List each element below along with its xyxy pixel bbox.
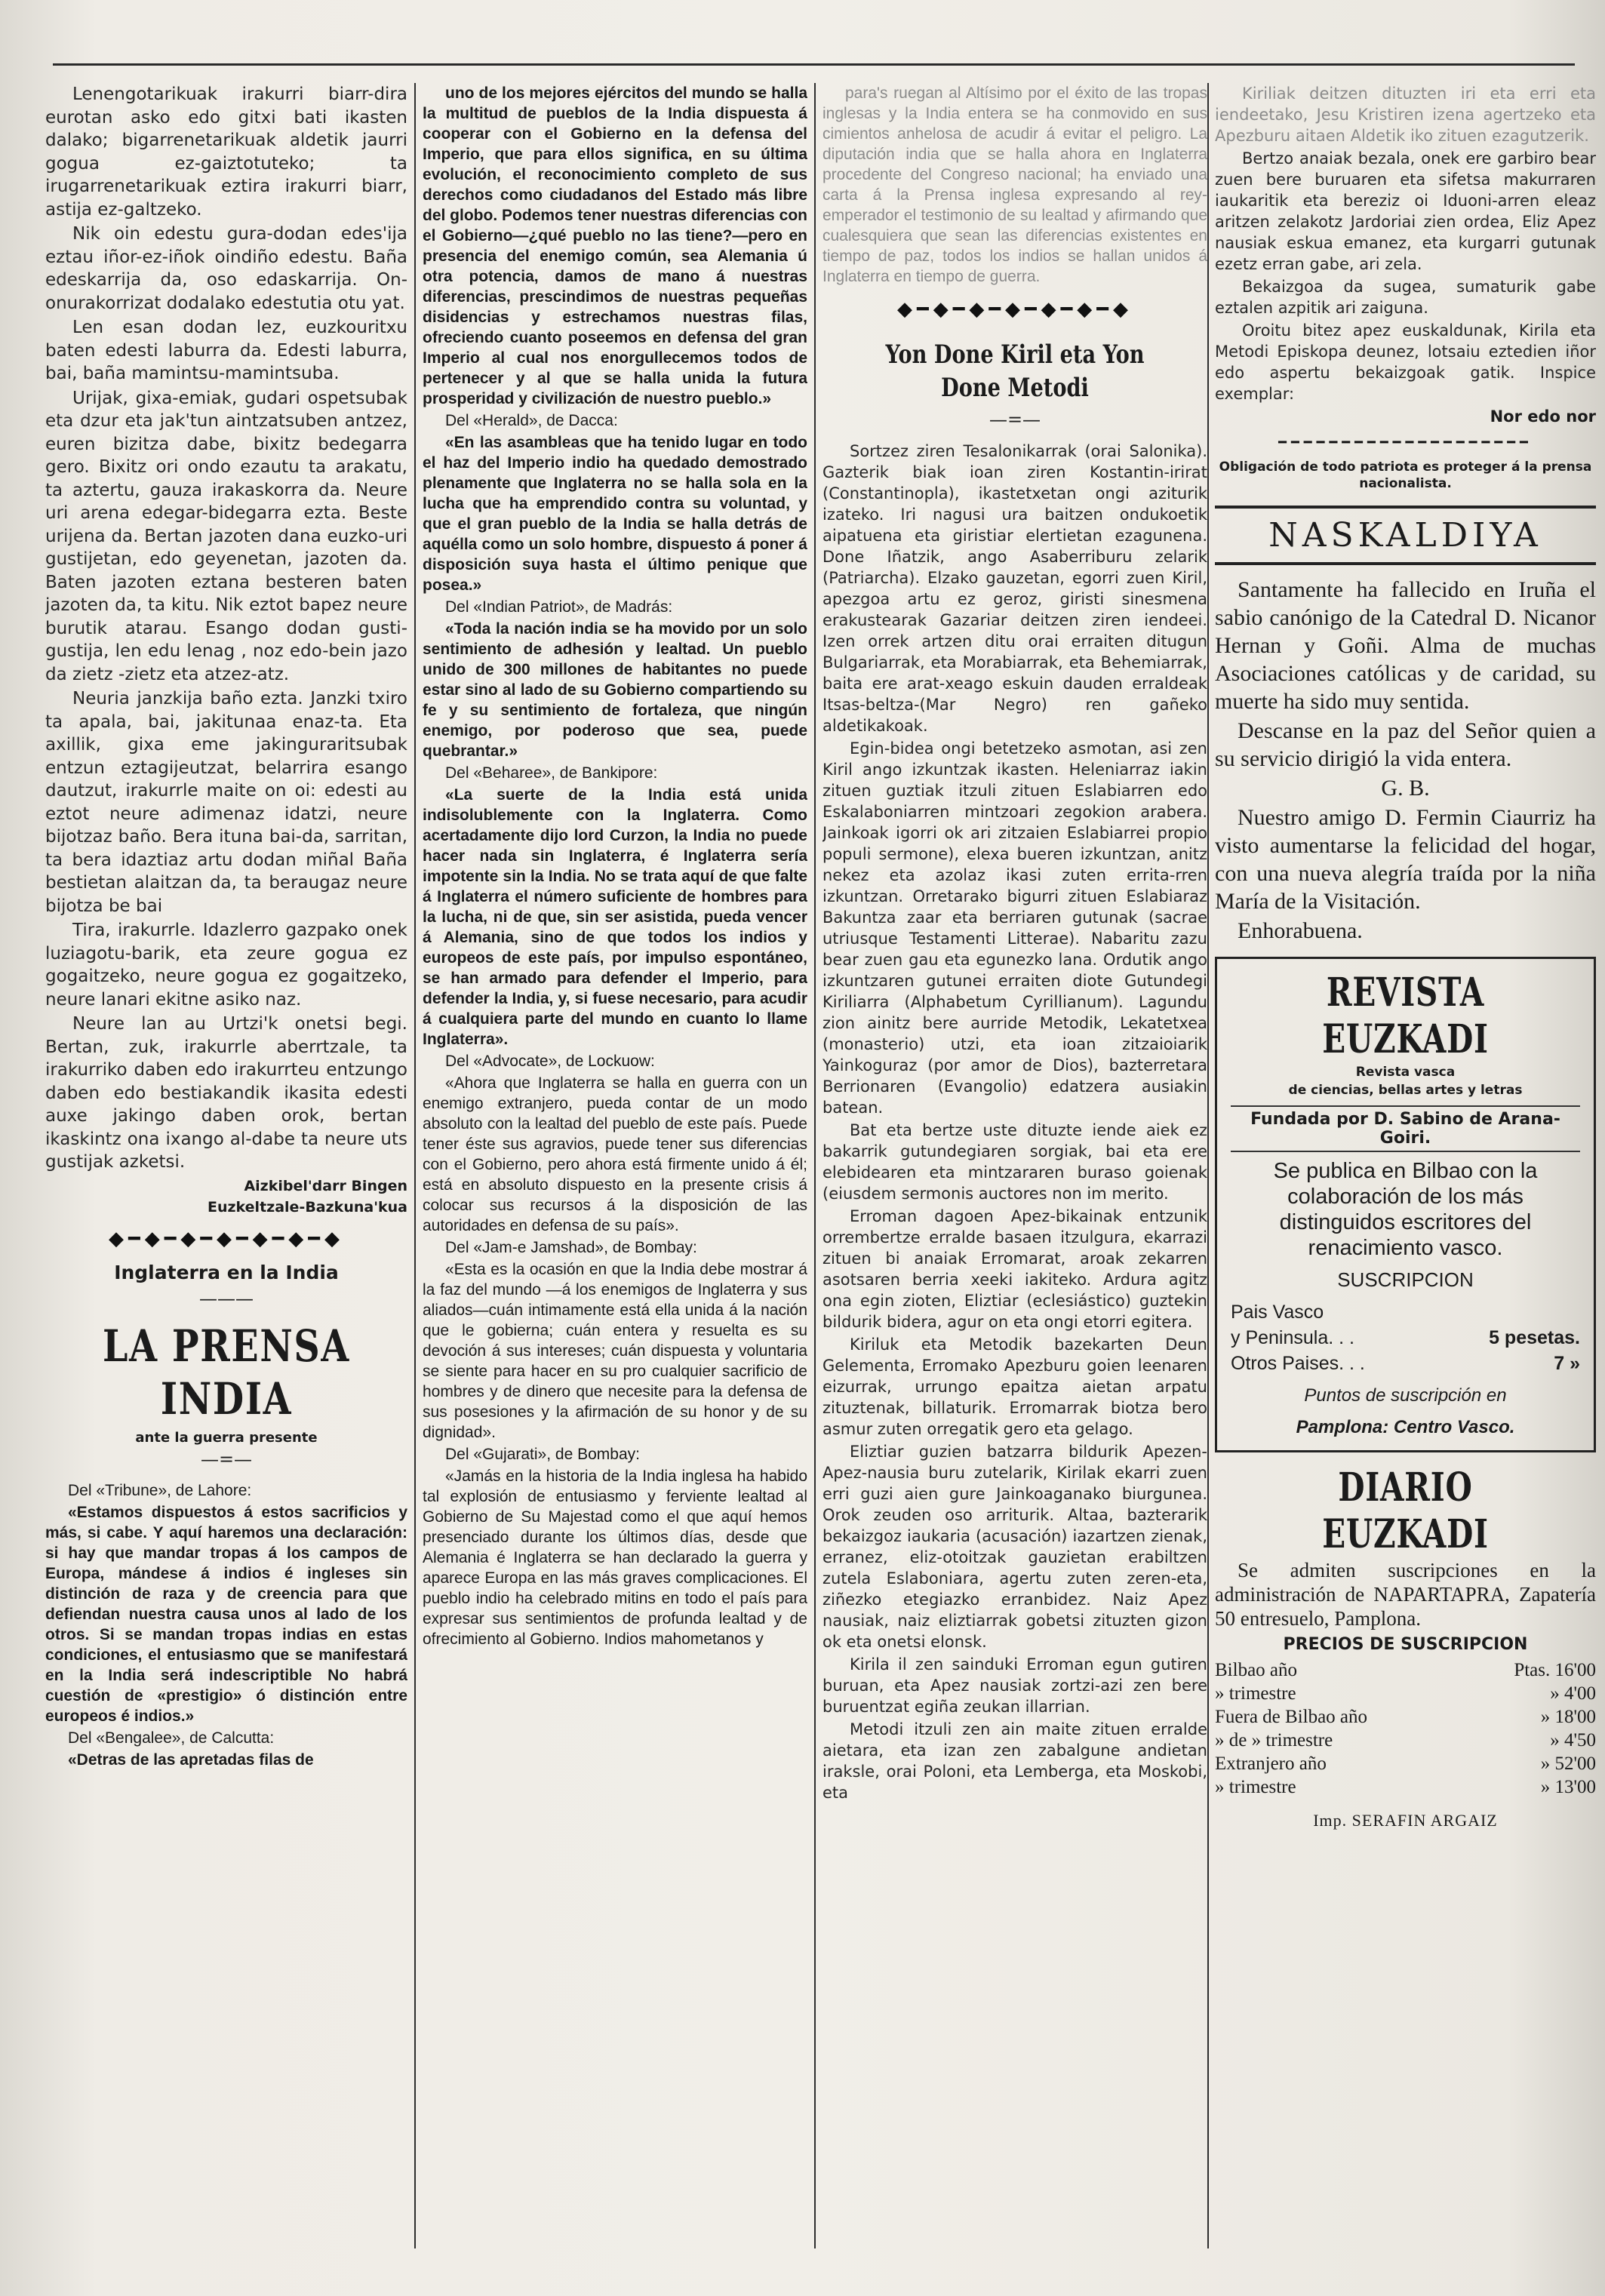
ad-prices-label: PRECIOS DE SUSCRIPCION (1283, 1635, 1528, 1654)
ad-subtitle: Revista vasca (1355, 1065, 1456, 1080)
paragraph: «Detras de las apretadas filas de (68, 1750, 314, 1769)
paragraph: Del «Indian Patriot», de Madrás: (445, 598, 673, 616)
price-value: » 4'00 (1550, 1683, 1596, 1704)
paragraph: Del «Tribune», de Lahore: (68, 1481, 252, 1499)
column-4 (1215, 83, 1596, 2256)
paragraph: Del «Advocate», de Lockuow: (445, 1053, 655, 1070)
news-item: Nuestro amigo D. Fermin Ciaurriz ha visto aumentarse la felicidad del hogar, con una nueva alegría traída por la niña María de la Visitación. (1215, 805, 1596, 914)
price-name: y Peninsula. . . (1231, 1327, 1354, 1348)
paragraph: Neuria janzkija baño ezta. Janzki txiro ta apala, bai, jakitunaa enaz-ta. Eta axillik, gixa eme jakinguraritsubak entzun eztagijeutzat, belarrira esango dautzut, irakurrle maite on oi: edesti au eztot neure adimenaz idatzi, neure bijotzaz baño. Bera ituna bai-da, sarritan, ta bera idaztiaz artu dodan miñal Baña bestietan alaitzan da, ta beraugaz neure bijotza be bai (45, 689, 407, 916)
motto: Nor edo nor (1490, 407, 1596, 426)
advertisement-revista (1215, 957, 1596, 1452)
paragraph: «La suerte de la India está unida indisolublemente con la Inglaterra. Como acertadamente dijo lord Curzon, la India no puede hacer nada sin Inglaterra, é Inglaterra sería impotente sin la India. No se trata aquí de que falte á Inglaterra el número suficiente de hombres para la lucha, ni de que, sin ser asistida, pueda vencer á Alemania, sino de que todos los indios y europeos de este país, por impulso espontáneo, se han armado para defender el Imperio, para defender la India, y, si fuese necesario, para acudir á cualquiera parte del mundo en cuanto lo llame Inglaterra». (423, 786, 807, 1048)
paragraph: «Estamos dispuestos á estos sacrificios y más, si cabe. Y aquí haremos una declaración: si hay que mandar tropas á los campos de Europa, mándese á indios é ingleses sin distinción de raza y de creencia para que defiendan nuestra causa unos al lado de los otros. Si se mandan tropas indias en estas condiciones, el entusiasmo que se manifestará en la India será indescriptible No habrá cuestión de «prestigio» ó distinción entre europeos é indios.» (45, 1503, 407, 1725)
paragraph: Urijak, gixa-emiak, gudari ospetsubak eta dzur eta jak'tun aintzatsuben antzez, euren bizitza dabe, bixitz bedegarra gero. Bixitz ori ondo ezautu ta arakatu, ta aztertu, gauza irakaskorra da. Neure uri arena edegar-bidegarra ezta. Beste urijena da. Bertan jazoten dana euzko-uri gustijetan, edo geyenetan, jazoten da. Baten jazoten eztana besteren baten jazoten da, ta kitu. Nik eztot bapez neure burutik atarau. Esango dodan gusti-gustija, len edu lenag , noz edo-bein jazo da zietz -zietz eta atzez-atz. (45, 388, 407, 684)
paragraph: Len esan dodan lez, euzkouritxu baten edesti laburra da. Edesti laburra, bai, baña mamintsu-mamintsuba. (45, 318, 407, 383)
price-name: » trimestre (1215, 1683, 1296, 1704)
advertisement-diario (1215, 1465, 1596, 1830)
dash-divider: —=— (989, 409, 1041, 430)
top-rule (53, 63, 1575, 66)
price-value: » 18'00 (1540, 1707, 1596, 1727)
paragraph: Del «Gujarati», de Bombay: (445, 1446, 640, 1463)
patriotic-notice: Obligación de todo patriota es proteger á la prensa nacionalista. (1219, 460, 1592, 491)
paragraph: Del «Beharee», de Bankipore: (445, 764, 658, 782)
price-name: » de » trimestre (1215, 1730, 1333, 1750)
price-name: Otros Paises. . . (1231, 1353, 1365, 1374)
price-name: Extranjero año (1215, 1754, 1327, 1774)
paragraph: uno de los mejores ejércitos del mundo se halla la multitud de pueblos de la India dispuesta á cooperar con el Gobierno en la defensa del Imperio, que para ellos significa, en su última evolución, el reconocimiento completo de sus derechos como ciudadanos del Estado más libre del globo. Podemos tener nuestras diferencias con el Gobierno—¿qué pueblo no las tiene?—pero en presencia del enemigo común, sea Alemania ú otra potencia, damos de mano á nuestras diferencias, prescindimos de nuestras pequeñas disidencias y estrechamos nuestras filas, ofreciendo cuanto poseemos en defensa del gran Imperio al cual nos enorgullecemos todos de pertenecer y al que se halla unida la futura prosperidad y civilización de nuestro pueblo.» (423, 85, 807, 407)
paragraph: Oroitu bitez apez euskaldunak, Kirila eta Metodi Episkopa deunez, lotsaiu eztedien iñor edo aspertu bekaizgoak gatik. Inspice exemplar: (1215, 321, 1596, 403)
news-item: Santamente ha fallecido en Iruña el sabio canónigo de la Catedral D. Nicanor Hernan y Goñi. Alma de muchas Asociaciones católicas y de caridad, su muerte ha sido muy sentida. (1215, 577, 1596, 714)
price-value: 7 » (1554, 1353, 1580, 1374)
column-rule (1207, 83, 1209, 2248)
paragraph: Kirila il zen sainduki Erroman egun gutiren buruan, eta Apez nausiak zortzi-azi zen bere buruentzat egiña zeukan illarrian. (822, 1655, 1207, 1716)
column-rule (414, 83, 416, 2248)
ad-title: DIARIO EUZKADI (1322, 1465, 1489, 1557)
ad-title: REVISTA EUZKADI (1322, 970, 1489, 1062)
section-heading: NASKALDIYA (1215, 506, 1596, 565)
price-value: » 52'00 (1540, 1754, 1596, 1774)
price-name: Bilbao año (1215, 1660, 1298, 1680)
paragraph: Egin-bidea ongi betetzeko asmotan, asi zen Kiril ango izkuntzak ikasten. Heleniarraz iakin zituen guztiak itzuli zituen Eslabiarren edo Eskalaboniarren mintzoari zegokion arabera. Jainkoak igorri ok ari zitzaien Eslabiarrei propio populi sermone), elexa bueren izkuntzan, anitz nekez eta azolaz ikasi zuten errita-rren izkuntzan. Orretarako bigurri zituen Eslabiaraz Bakuntza zaar eta berriaren gutunak (sacrae utriusque Testamenti Litterae). Nabaritu zazu bear zuen gau eta egunezko lana. Ordutik ango izkuntzaren gutunei erraiten diote Gutundegi Kiriliarra (Alphabetum Cyrillianum). Lagundu zion ainitz bere aurride Metodik, Lekatetxea (monasterio) utzi, eta ioan zitzaioiarik Yainkoguraz (por amor de Dios), bazterretara Berrionaren (Evangolio) edatzera ausiakin batean. (822, 739, 1207, 1117)
price-row (1215, 1775, 1596, 1799)
ad-footer: Puntos de suscripción en (1304, 1385, 1507, 1406)
ad-founded: Fundada por D. Sabino de Arana-Goiri. (1231, 1105, 1580, 1152)
paragraph: Del «Jam-e Jamshad», de Bombay: (445, 1239, 697, 1256)
paragraph: Kiriliak deitzen dituzten iri eta erri eta iendeetako, Jesu Kristiren izena agertzeko eta Apezburu aitaen Aldetik iko zituen ezagutzerik. (1215, 85, 1596, 145)
paragraph: «Toda la nación india se ha movido por un solo sentimiento de adhesión y lealtad. Un pueblo unido de 300 millones de habitantes no puede estar sino al lado de su Gobierno compartiendo su fe y su sentimiento de fortaleza, que ningún enemigo, por poderoso que sea, puede quebrantar.» (423, 620, 807, 760)
paragraph: Neure lan au Urtzi'k onetsi begi. Bertan, zuk, irakurrle aberrtzale, ta irakurriko daben edo irakurrteu entzungo daben edo bestiakandik ikasita edesti auxe jakingo daben orok, bertan ikaskintz ona ixango al-dabe ta neure uts gustijak azketsi. (45, 1014, 407, 1172)
price-row (1215, 1752, 1596, 1775)
price-value: » 13'00 (1540, 1777, 1596, 1797)
price-row (1231, 1351, 1580, 1376)
price-value: 5 pesetas. (1489, 1327, 1580, 1348)
ornament-divider: ◆━◆━◆━◆━◆━◆━◆ (897, 298, 1133, 321)
paragraph: Bat eta bertze uste dituzte iende aiek ez bakarrik gutundegiaren sorgiak, bai eta ere elebidearen eta mintzararen buraso goienak (eiusdem sermonis auctores non im merito. (822, 1121, 1207, 1203)
price-value: Ptas. 16'00 (1514, 1660, 1596, 1680)
paragraph: Kiriluk eta Metodik bazekarten Deun Gelementa, Erromako Apezburu goien leenaren eizurrak, urrungo epaitza aietan arpatu zituztenak, billaturik. Erromarrak biotza bero asmur zuten orregatik gero eta gelago. (822, 1335, 1207, 1438)
rule-divider: ━━━━━━━━━━━━━━━━━━━━ (1278, 435, 1533, 450)
paragraph: Del «Herald», de Dacca: (445, 412, 618, 429)
price-name: Pais Vasco (1231, 1302, 1324, 1323)
article-headline: LA PRENSA INDIA (103, 1320, 350, 1425)
ad-body: Se publica en Bilbao con la colaboración de los más distinguidos escritores del renacimiento vasco. (1273, 1159, 1538, 1260)
paragraph: Metodi itzuli zen ain maite zituen erralde aietara, eta izan zen zabalgune andietan iraksle, orai Poloni, eta Lemberga, eta Moskobi, eta (822, 1720, 1207, 1802)
paragraph: «En las asambleas que ha tenido lugar en todo el haz del Imperio indio ha quedado demostrado plenamente que Inglaterra no se halla sola en la lucha que ha emprendido contra su voluntad, y que el gran pueblo de la India se halla detrás de aquélla como un solo hombre, dispuesto á poner á disposición suya hasta el último penique que posea.» (423, 434, 807, 594)
news-item: Descanse en la paz del Señor quien a su servicio dirigió la vida entera. (1215, 718, 1596, 771)
paragraph: Bertzo anaiak bezala, onek ere garbiro bear zuen bere buruaren eta sifetsa makurraren iaukaritik eta bereziz oi Iduoni-arren eleaz aritzen zelakotz Jardoriai zien ordea, Eliz Apez nausiak eskua emanez, eta kurgarri gutunak ezetz erran gabe, ari zela. (1215, 149, 1596, 273)
paragraph: «Ahora que Inglaterra se halla en guerra con un enemigo extranjero, pueda contar de un modo absoluto con la lealtad del pueblo de este país. Puede tener éste sus agravios, puede tener sus diferencias con el Gobierno, pero ahora está firmente unido á él; está en absoluto dispuesto en la presente crisis á colocar sus recursos á la disposición de las autoridades en defensa de su país». (423, 1074, 807, 1234)
signature: Aizkibel'darr Bingen (244, 1177, 407, 1194)
price-row (1231, 1325, 1580, 1351)
column-2 (423, 83, 807, 2256)
price-name: Fuera de Bilbao año (1215, 1707, 1368, 1727)
ornament-divider: ◆━◆━◆━◆━◆━◆━◆ (109, 1227, 344, 1250)
paragraph: Bekaizgoa da sugea, sumaturik gabe eztalen azpitik ari zaiguna. (1215, 278, 1596, 317)
signature-affiliation: Euzkeltzale-Bazkuna'kua (207, 1198, 407, 1216)
price-row (1215, 1705, 1596, 1729)
paragraph: Tira, irakurrle. Idazlerro gazpako onek luziagotu-barik, eta zeure gogua ez gogaitzeko, neure gogua ez gogaitzeko, neure lanari ekitne asiko naz. (45, 921, 407, 1010)
paragraph: Sortzez ziren Tesalonikarrak (orai Salonika). Gazterik biak ioan ziren Kostantin-irirat (Constantinopla), ikastetxetan ongi aziturik izateko. Iri nagusi ura baitzen ondukoetik aipatuena eta giristiar elertietan ezagunena. Done Iñatzik, ango Asaberriburu zelarik (Patriarcha). Elzako gauzetan, egorri zuen Kiril, apezgoa artu ez geroz, giristi sinesmena erakustearak Gazariar deitzen ziren iendeei. Izen orrek artzen ditu orai erraiten ditugun Bulgariarrak, eta Morabiarrak, eta Behemiarrak, baita ere arat-xeago eskuin dauden erraldeak Itsas-beltza-(Mar Negro) ren gañeko aldetikakoak. (822, 442, 1207, 735)
ad-footer: Pamplona: Centro Vasco. (1296, 1417, 1515, 1437)
news-item: Enhorabuena. (1238, 918, 1363, 943)
article-kicker: Inglaterra en la India (114, 1261, 339, 1283)
paragraph: Erroman dagoen Apez-bikainak entzunik orrembertze erralde basaen itzulgura, ekarrazi zituen bi anaiak Erromarat, aroak zekarren asotsaren berria xeeki iakiteko. Ardura agitz ona egin zioten, Eliztiar (eclesiástico) guztekin bildurik bidera, agur on eta ongi etorri egitera. (822, 1207, 1207, 1331)
dash-divider: —=— (200, 1448, 253, 1470)
price-row (1231, 1299, 1580, 1325)
ad-subtitle: de ciencias, bellas artes y letras (1288, 1083, 1523, 1098)
dash-divider: ——— (199, 1287, 254, 1309)
column-rule (814, 83, 816, 2248)
column-3 (822, 83, 1207, 2256)
price-name: » trimestre (1215, 1777, 1296, 1797)
paragraph: Del «Bengalee», de Calcutta: (68, 1729, 275, 1747)
paragraph: Eliztiar guzien batzarra bildurik Apezen-Apez-nausia buru zutelarik, Kirilak ekarri zuen erri guzi aien gure Jainkoaganako biurgunea. Orok zeuden oso arriturik. Altaa, bazterarik bekaizgoz iaukaria (acusación) iazartzen zienak, erranez, eliz-otoitzak gauzietan erabiltzen zutela Eslaboniara, agertu zuten zeren-eta, ziñezko etegiazko erranbidez. Naiz Apez nausiak, naiz eliztiarrak gobetsi zituzten gizon ok eta onetsi elonsk. (822, 1443, 1207, 1651)
imprint: Imp. SERAFIN ARGAIZ (1313, 1811, 1498, 1830)
price-row (1215, 1682, 1596, 1705)
price-row (1215, 1658, 1596, 1682)
price-row (1215, 1729, 1596, 1752)
paragraph: Nik oin edestu gura-dodan edes'ija eztau iñor-ez-iñok oindiño edestu. Baña edeskarrija da, oso edaskarrija. On-onurakorrizat dodalako edestutia otu yat. (45, 224, 407, 313)
price-value: » 4'50 (1550, 1730, 1596, 1750)
paragraph: Lenengotarikuak irakurri biarr-dira eurotan asko edo gitxi bati ikasten dalako; bigarrenetarikuak aldetik jaurri gogua ez-gaiztotuteko; ta irugarrenetarikuak eztira irakurri biarr, astija ez-galtzeko. (45, 85, 407, 220)
paragraph: para's ruegan al Altísimo por el éxito de las tropas inglesas y la India entera se ha conmovido en sus cimientos anhelosa de acudir á evitar el peligro. La diputación india que se halla ahora en Inglaterra procedente del Congreso nacional; ha enviado una carta á la Prensa inglesa expresando al rey-emperador el testimonio de su lealtad y afirmando que cualesquiera que sean las diferencias existentes en tiempo de paz, todos los indios se hallan unidos á Inglaterra en tiempo de guerra. (822, 85, 1207, 285)
article-headline: Yon Done Kiril eta Yon Done Metodi (885, 340, 1145, 403)
ad-body: Se admiten suscripciones en la administración de NAPARTAPRA, Zapatería 50 entresuelo, Pamplona. (1215, 1559, 1596, 1630)
paragraph: «Esta es la ocasión en que la India debe mostrar á la faz del mundo —á los enemigos de Inglaterra y sus aliados—cuán intimamente está ella unida á la nación que le gobierna; cuán entera y resuelta es su devoción á sus intereses; cuán dispuesta y voluntaria se siente para hacer en su pro cualquier sacrificio de hombres y de dinero que necesite para la defensa de sus posesiones y la afirmación de su honor y de su dignidad». (423, 1261, 807, 1441)
initials: G. B. (1381, 776, 1430, 801)
paragraph: «Jamás en la historia de la India inglesa ha habido tal explosión de entusiasmo y ferviente lealtad al Gobierno de Su Majestad como el que aquí hemos presenciado durante los últimos días, desde que Alemania é Inglaterra se han declarado la guerra y aparece Europa en las más graves complicaciones. El pueblo indio ha celebrado mitins en todo el país para expresar sus sentimientos de profunda lealtad y de ofrecimiento al Gobierno. Indios mahometanos y (423, 1468, 807, 1648)
article-subhead: ante la guerra presente (135, 1429, 318, 1446)
ad-subscription-label: SUSCRIPCION (1337, 1268, 1474, 1291)
column-1 (45, 83, 407, 2256)
